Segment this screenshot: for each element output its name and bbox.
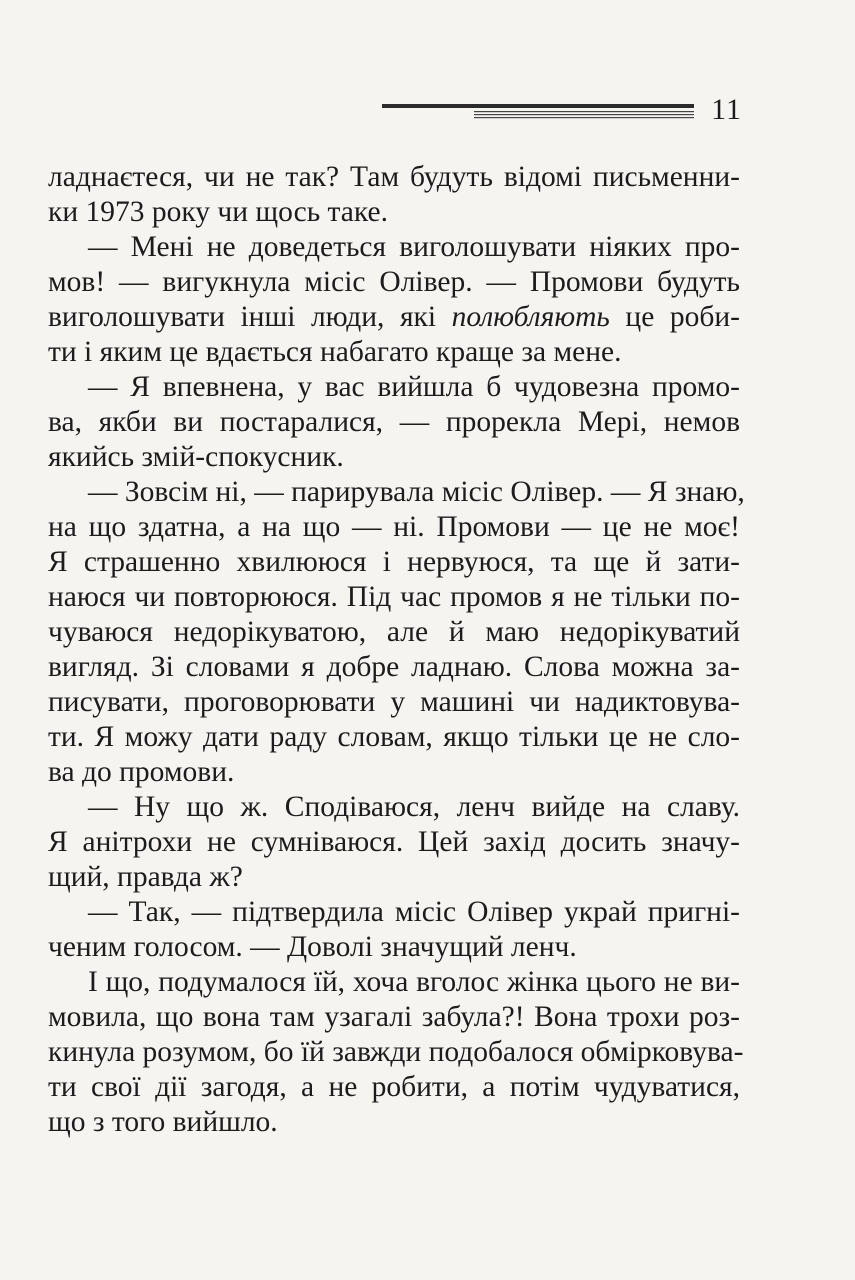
paragraph bbox=[48, 230, 740, 370]
paragraph bbox=[48, 475, 745, 790]
text-line: Я анітрохи не сумніваюся. Цей захід досить значу- bbox=[48, 826, 740, 858]
text-line: — Мені не доведеться виголошувати ніяких про- bbox=[88, 231, 740, 263]
decorative-rule bbox=[380, 102, 698, 122]
text-line: — Зовсім ні, — парирувала місіс Олівер. — Я знаю, bbox=[88, 476, 745, 508]
text-line: ки 1973 року чи щось таке. bbox=[48, 196, 388, 228]
text-line: писувати, проговорювати у машині чи надиктовува- bbox=[48, 686, 740, 718]
text-line: мов! — вигукнула місіс Олівер. — Промови будуть bbox=[48, 266, 740, 298]
text-line: Я страшенно хвилююся і нервуюся, та ще й зати- bbox=[48, 546, 740, 578]
text-line: ти свої дії загодя, а не робити, а потім чудуватися, bbox=[48, 1071, 740, 1103]
paragraph bbox=[48, 160, 740, 230]
text-line: ва, якби ви постаралися, — прорекла Мері, немов bbox=[48, 406, 740, 438]
text-line: якийсь змій-спокусник. bbox=[48, 441, 344, 473]
text-line: ченим голосом. — Доволі значущий ленч. bbox=[48, 931, 577, 963]
text-line: щий, правда ж? bbox=[48, 861, 243, 893]
text-line: — Ну що ж. Сподіваюся, ленч вийде на славу. bbox=[88, 791, 740, 823]
text-line: ва до промови. bbox=[48, 756, 235, 788]
paragraph bbox=[48, 965, 744, 1140]
emphasis: полюбляють bbox=[451, 301, 610, 333]
text-line: на що здатна, а на що — ні. Промови — це не моє! bbox=[48, 511, 740, 543]
paragraph bbox=[48, 370, 740, 475]
paragraph bbox=[48, 790, 740, 895]
text-line: — Так, — підтвердила місіс Олівер украй пригні- bbox=[88, 896, 740, 928]
page-number: 11 bbox=[711, 93, 742, 126]
paragraph bbox=[48, 895, 740, 965]
page-header bbox=[380, 92, 750, 132]
text-line: ти і яким це вдається набагато краще за мене. bbox=[48, 336, 622, 368]
text-line: що з того вийшло. bbox=[48, 1106, 278, 1138]
text-line: ти. Я можу дати раду словам, якщо тільки це не сло- bbox=[48, 721, 740, 753]
text-line: ладнаєтеся, чи не так? Там будуть відомі письменни- bbox=[48, 161, 740, 193]
text-line: І що, подумалося їй, хоча вголос жінка цього не ви- bbox=[88, 966, 740, 998]
text-line: чуваюся недорікуватою, але й маю недорікуватий bbox=[48, 616, 740, 648]
text-line: — Я впевнена, у вас вийшла б чудовезна промо- bbox=[88, 371, 740, 403]
text-line: вигляд. Зі словами я добре ладнаю. Слова можна за- bbox=[48, 651, 740, 683]
text-line: кинула розумом, бо їй завжди подобалося обмірковува- bbox=[48, 1036, 744, 1068]
text-line: виголошувати інші люди, які полюбляють це роби- bbox=[48, 301, 740, 333]
body-text bbox=[48, 160, 745, 1140]
text-line: наюся чи повторююся. Під час промов я не тільки по- bbox=[48, 581, 740, 613]
text-line: мовила, що вона там узагалі забула?! Вона трохи роз- bbox=[48, 1001, 740, 1033]
